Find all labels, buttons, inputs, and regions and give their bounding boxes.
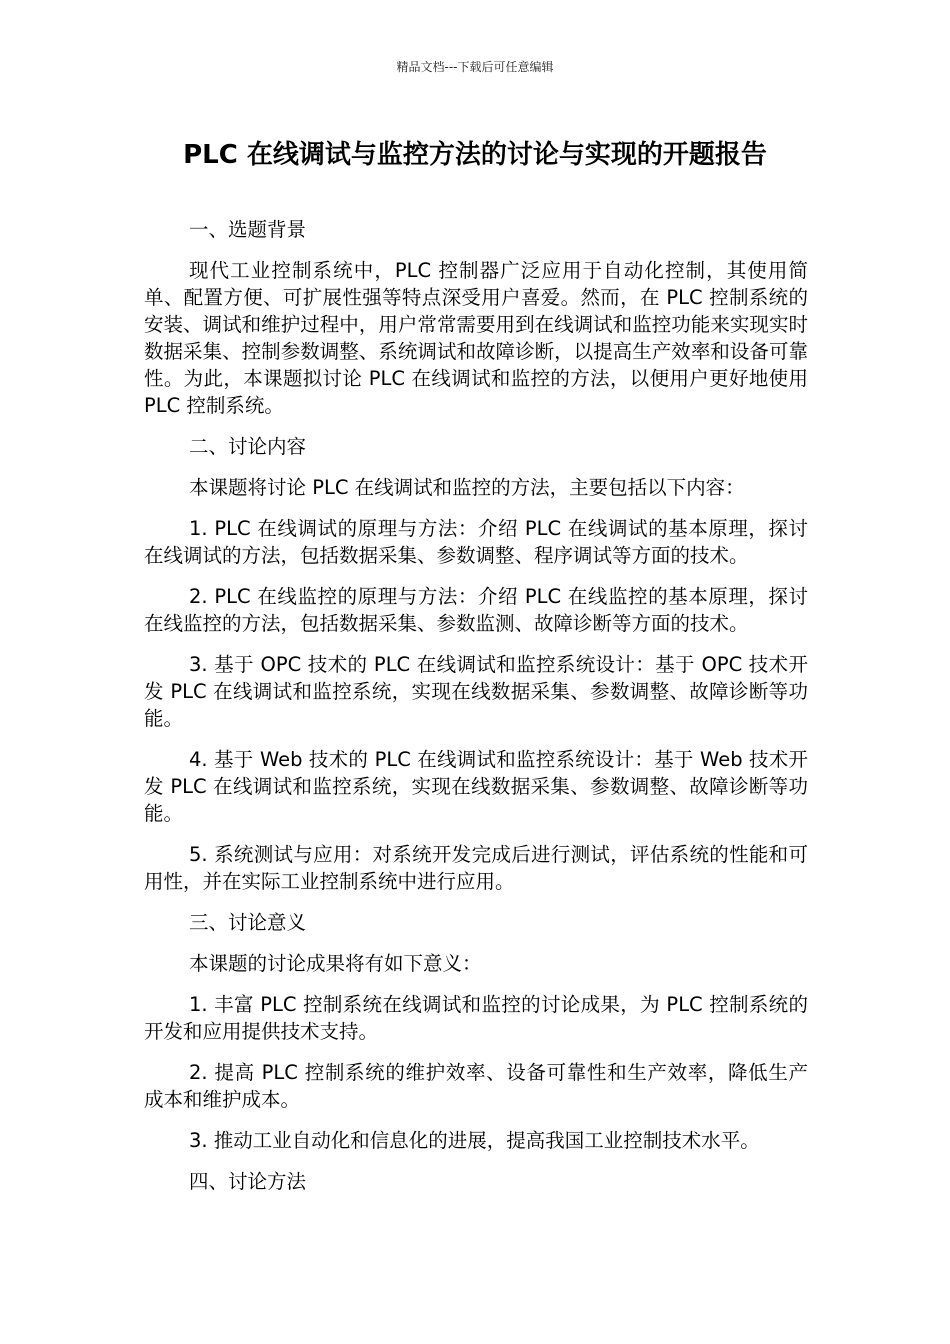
list-item-content-5: 5. 系统测试与应用：对系统开发完成后进行测试，评估系统的性能和可用性，并在实际工业控制系统中进行应用。	[144, 843, 808, 893]
paragraph-background: 现代工业控制系统中，PLC 控制器广泛应用于自动化控制，其使用简单、配置方便、可扩展性强等特点深受用户喜爱。然而，在 PLC 控制系统的安装、调试和维护过程中，用户常常需要用到在线调试和监控功能来实现实时数据采集、控制参数调整、系统调试和故障诊断，以提高生产效率和设备可靠性。为此，本课题拟讨论 PLC 在线调试和监控的方法，以便用户更好地使用 PLC 控制系统。	[144, 259, 808, 417]
section-heading-content: 二、讨论内容	[189, 435, 307, 458]
list-item-content-4: 4. 基于 Web 技术的 PLC 在线调试和监控系统设计：基于 Web 技术开发 PLC 在线调试和监控系统，实现在线数据采集、参数调整、故障诊断等功能。	[144, 748, 808, 825]
list-item-significance-2: 2. 提高 PLC 控制系统的维护效率、设备可靠性和生产效率，降低生产成本和维护成本。	[144, 1061, 808, 1111]
section-heading-significance: 三、讨论意义	[189, 911, 307, 934]
paragraph-content-intro: 本课题将讨论 PLC 在线调试和监控的方法，主要包括以下内容：	[189, 476, 745, 499]
page-header-note: 精品文档---下载后可任意编辑	[396, 60, 554, 74]
document-title: PLC 在线调试与监控方法的讨论与实现的开题报告	[183, 140, 767, 170]
paragraph-significance-intro: 本课题的讨论成果将有如下意义：	[189, 952, 482, 975]
list-item-significance-1: 1. 丰富 PLC 控制系统在线调试和监控的讨论成果，为 PLC 控制系统的开发和应用提供技术支持。	[144, 993, 808, 1043]
list-item-significance-3: 3. 推动工业自动化和信息化的进展，提高我国工业控制技术水平。	[189, 1129, 760, 1152]
document-body	[144, 216, 808, 1209]
list-item-content-2: 2. PLC 在线监控的原理与方法：介绍 PLC 在线监控的基本原理，探讨在线监控的方法，包括数据采集、参数监测、故障诊断等方面的技术。	[144, 585, 808, 635]
section-heading-background: 一、选题背景	[189, 218, 307, 241]
list-item-content-3: 3. 基于 OPC 技术的 PLC 在线调试和监控系统设计：基于 OPC 技术开发 PLC 在线调试和监控系统，实现在线数据采集、参数调整、故障诊断等功能。	[144, 653, 808, 730]
list-item-content-1: 1. PLC 在线调试的原理与方法：介绍 PLC 在线调试的基本原理，探讨在线调试的方法，包括数据采集、参数调整、程序调试等方面的技术。	[144, 517, 808, 567]
section-heading-method: 四、讨论方法	[189, 1170, 307, 1193]
